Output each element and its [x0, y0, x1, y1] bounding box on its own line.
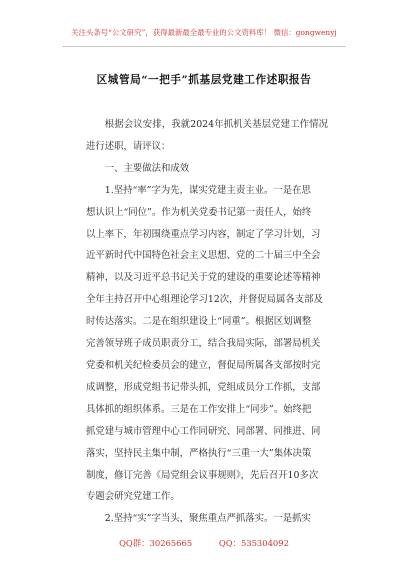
paragraph-line: 党委和机关纪检委员会的建立，督促局所属各支部按时完 [86, 359, 321, 371]
paragraph-line: 时传达落实。二是在组织建设上“同重”。根据区划调整 [86, 316, 312, 328]
paragraph-line: 想认识上“同位”。作为机关党委书记第一责任人，始终 [86, 206, 312, 218]
paragraph-line: 抓党建与城市管理中心工作同研究、同部署、同推进、同 [86, 425, 321, 437]
header-divider [62, 46, 346, 47]
paragraph-2 [86, 508, 328, 530]
footer-qq-number: QQ：535304092 [218, 538, 289, 548]
paragraph-line: 专题会研究党建工作。 [86, 491, 180, 503]
document-title: 区城管局“一把手”抓基层党建工作述职报告 [96, 74, 312, 86]
header-banner: 关注头条号“公文研究”，获得最新最全最专业的公文资料库！ 微信：gongwenyj [71, 28, 337, 37]
paragraph-line: 制度，修订完善《局党组会议事规则》，先后召开10多次 [86, 469, 319, 481]
paragraph-line: 完善领导班子成员职责分工，结合我局实际，部署局机关 [86, 338, 321, 350]
paragraph-line: 以上率下，年初围绕重点学习内容，制定了学习计划，习 [86, 228, 321, 240]
paragraph-line: 近平新时代中国特色社会主义思想、党的二十届三中全会 [86, 250, 321, 262]
paragraph-line: 2.坚持“实”字当头，聚焦重点严抓落实。一是抓实 [104, 513, 311, 525]
document-body [86, 114, 328, 530]
footer-qq-group: QQ群：30265665 [119, 538, 193, 548]
paragraph-line: 具体抓的组织体系。三是在工作安排上“同步”。始终把 [86, 403, 312, 415]
paragraph-1 [86, 180, 328, 509]
paragraph-line: 全年主持召开中心组理论学习12次，并督促局属各支部及 [86, 294, 323, 306]
paragraph-line: 1.坚持“率”字为先，谋实党建主责主业。一是在思 [104, 184, 311, 196]
paragraph-line: 成调整，形成党组书记带头抓，党组成员分工作抓，支部 [86, 381, 321, 393]
intro-paragraph: 根据会议安排，我就2024年抓机关基层党建工作情况进行述职，请评议： [86, 119, 328, 152]
section-heading: 一、主要做法和成效 [104, 162, 190, 174]
paragraph-line: 落实，坚持民主集中制，严格执行“三重一大”集体决策 [86, 447, 312, 459]
footer-contact [0, 537, 408, 549]
paragraph-line: 精神，以及习近平总书记关于党的建设的重要论述等精神 [86, 272, 321, 284]
